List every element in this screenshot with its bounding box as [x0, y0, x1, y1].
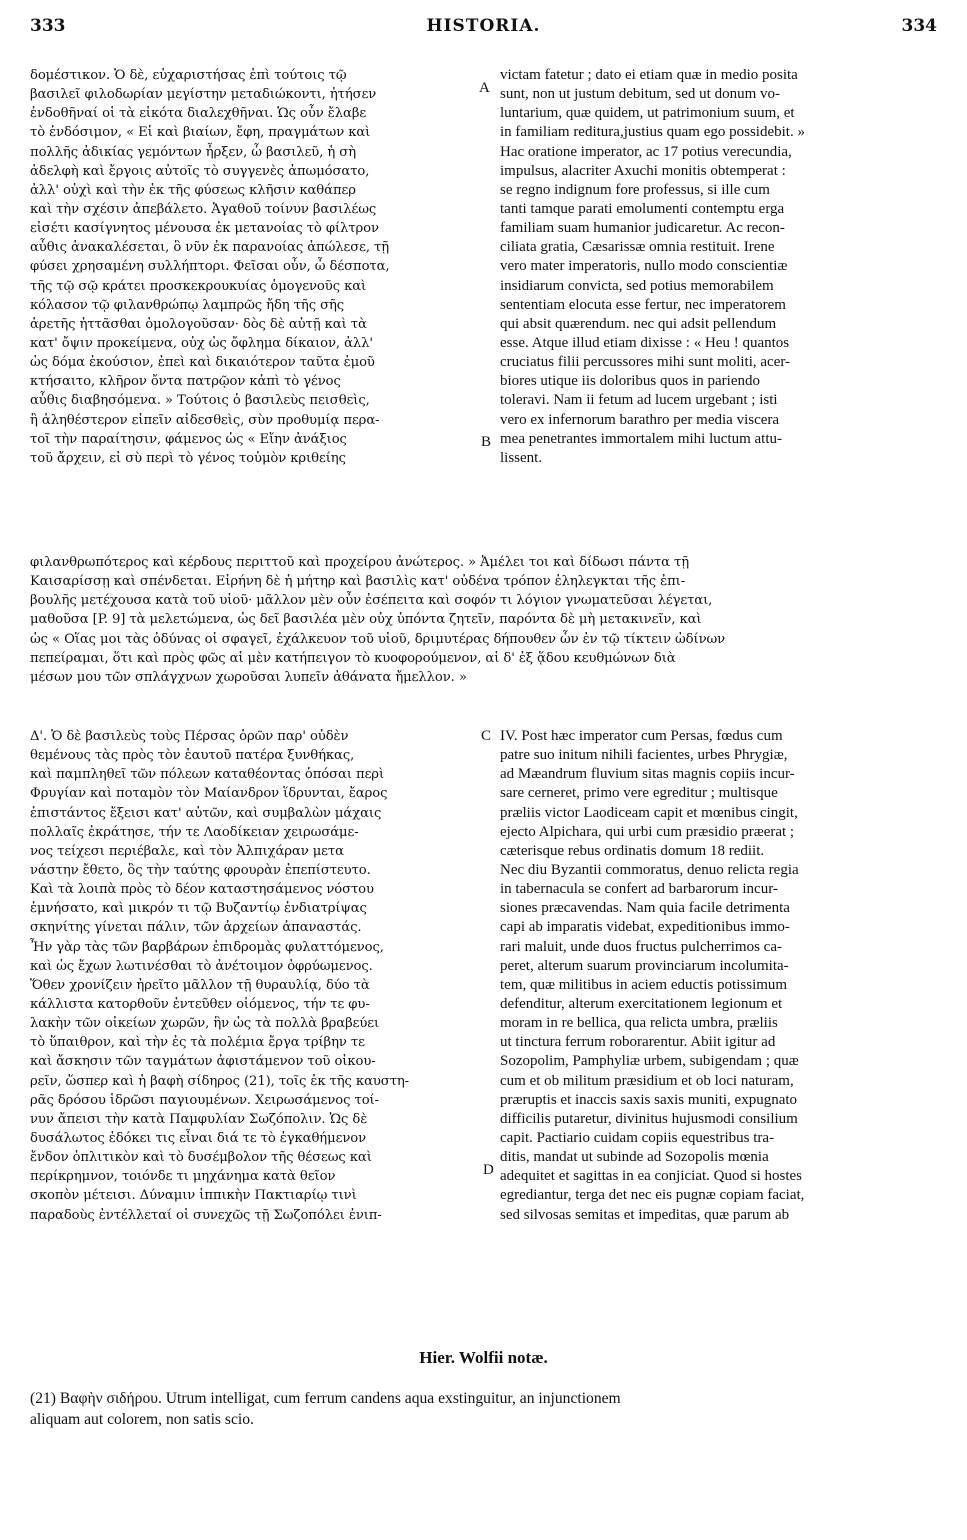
- text-line: καὶ τὴν σχέσιν ἀπεβάλετο. Ἀγαθοῦ τοίνυν βασιλέως: [30, 201, 377, 217]
- text-line: δομέστικον. Ὁ δὲ, εὐχαριστήσας ἐπὶ τούτοις τῷ: [30, 68, 347, 83]
- text-line: præliis victor Laodiceam capit et mœnibus cingit,: [500, 804, 798, 821]
- text-line: ciliata gratia, Cæsarissæ omnia restituit. Irene: [500, 239, 775, 256]
- text-line: κόλασον τῷ φιλανθρώπῳ λαμπρῶς ἤδη τῆς σῆς: [30, 297, 345, 313]
- text-line: Hac oratione imperator, ac 17 potius verecundia,: [500, 143, 792, 160]
- text-line: rari maluit, unde duos fructus pulcherrimos ca-: [500, 938, 782, 955]
- text-line: κτήσαιτο, κλῆρον ὄντα πατρῷον κἀπὶ τὸ γένος: [30, 374, 341, 390]
- text-line: in familiam reditura,justius quam ego possidebit. »: [500, 124, 805, 141]
- text-line: (21) Βαφὴν σιδήρου. Utrum intelligat, cum ferrum candens aqua exstinguitur, an injunctionem: [30, 1390, 621, 1407]
- text-line: moram in re bellica, qua relicta umbra, præliis: [500, 1015, 778, 1032]
- text-line: εἰσέτι κασίγνητος μένουσα ἐκ μετανοίας τὸ φίλτρον: [30, 221, 379, 237]
- section-marker-a: A: [479, 80, 490, 96]
- text-line: κάλλιστα κατορθοῦν ἐντεῦθεν οἰόμενος, τήν τε φυ-: [30, 996, 370, 1012]
- text-line: sare cerneret, primo vere egreditur ; multisque: [500, 785, 778, 802]
- text-line: νος τείχεσι περιέβαλε, καὶ τὸν Ἀλπιχάραν μετα: [30, 843, 344, 859]
- greek-column-lower: [30, 727, 477, 1225]
- text-line: luntarium, quæ quidem, ut patrimonium suum, et: [500, 105, 795, 122]
- text-line: impulsus, alacriter Axuchi monitis obtemperat :: [500, 162, 786, 179]
- text-line: βουλῆς μετέχουσα κατὰ τοῦ υἱοῦ· μᾶλλον μὲν οὖν ἐσέπειτα καὶ σοφόν τι λόγιον γνωματεῦσαι λέγεται,: [30, 593, 713, 609]
- text-line: περίκρημνον, τοιόνδε τι μηχάνημα κατὰ θεῖον: [30, 1169, 336, 1185]
- text-line: μαθοῦσα [P. 9] τὰ μελετώμενα, ὡς δεῖ βασιλέα μὲν οὐχ ὑπόντα ζητεῖν, παρόντα δὲ μὴ μετακινεῖν, καὶ: [30, 612, 702, 628]
- greek-column-upper: [30, 66, 474, 468]
- text-line: vero ex infernorum barathro per media viscera: [500, 411, 780, 428]
- text-line: πεπείραμαι, ὅτι καὶ πρὸς φῶς αἱ μὲν κατήπειγον τὸ κυοφορούμενον, αἱ δ' ἐξ ᾅδου κευθμώνων διὰ: [30, 650, 676, 666]
- text-line: ut tinctura ferrum roborarentur. Abiit igitur ad: [500, 1034, 776, 1051]
- text-line: IV. Post hæc imperator cum Persas, fœdus cum: [500, 728, 783, 744]
- text-line: τῆς τῷ σῷ κράτει προσκεκρουκυίας ὁμογενοῦς καὶ: [30, 278, 367, 294]
- text-line: Ὅθεν χρονίζειν ἠρεῖτο μᾶλλον τῇ θυραυλίᾳ, δύο τὰ: [30, 977, 370, 993]
- text-line: mea penetrantes immortalem mihi luctum attu-: [500, 430, 782, 447]
- text-line: patre suo initum nihili facientes, urbes Phrygiæ,: [500, 747, 788, 764]
- text-line: τὸ ἐνδόσιμον, « Εἰ καὶ βιαίων, ἔφη, πραγμάτων καὶ: [30, 125, 371, 141]
- text-line: φύσει χρησαμένη συλλήπτορι. Φεῖσαι οὖν, ὦ δέσποτα,: [30, 259, 390, 275]
- text-line: λακὴν τῶν οἰκείων χωρῶν, ἣν ὡς τὰ πολλὰ βραβεύει: [30, 1016, 380, 1032]
- text-line: σκοπὸν μέτεισι. Δύναμιν ἱππικὴν Πακτιαρίῳ τινὶ: [30, 1188, 357, 1204]
- text-line: sunt, non ut justum debitum, sed ut donum vo-: [500, 86, 780, 103]
- text-line: καὶ ἄσκησιν τῶν ταγμάτων ἀφιστάμενον τοῦ οἰκου-: [30, 1054, 376, 1070]
- text-line: ad Mæandrum fluvium sitas magnis copiis incur-: [500, 766, 795, 783]
- text-line: ρεῖν, ὥσπερ καὶ ἡ βαφὴ σίδηρος (21), τοῖς ἐκ τῆς καυστη-: [30, 1073, 410, 1089]
- page-header: [30, 10, 937, 40]
- text-line: toleravi. Nam ii fetum ad lucem urgebant ; isti: [500, 392, 778, 409]
- text-line: præruptis et inaccis saxis saxis muniti, expugnato: [500, 1091, 798, 1108]
- footnote: [30, 1388, 938, 1430]
- text-line: ἢ ἀληθέστερον εἰπεῖν αἰδεσθεὶς, σὺν προθυμίᾳ περα-: [30, 412, 380, 428]
- text-line: Φρυγίαν καὶ ποταμὸν τὸν Μαίανδρον ἵδρυνται, ἔαρος: [30, 786, 388, 802]
- text-line: Καισαρίσσῃ καὶ σπένδεται. Εἰρήνη δὲ ἡ μήτηρ καὶ βασιλὶς κατ' οὐδένα τρόπον ἐληλεγκται τῆς ἐπι-: [30, 574, 686, 590]
- latin-column-upper: [500, 66, 938, 468]
- text-line: αὖθις διαβησόμενα. » Τούτοις ὁ βασιλεὺς πεισθεὶς,: [30, 393, 370, 409]
- text-line: Sozopolim, Pamphyliæ urbem, subigendam ; quæ: [500, 1053, 799, 1070]
- text-line: ejecto Alpichara, qui urbi cum præsidio præerat ;: [500, 823, 795, 840]
- text-line: vero mater imperatoris, nullo modo conscientiæ: [500, 258, 788, 275]
- text-line: τοῖ τὴν παραίτησιν, φάμενος ὡς « Εἴην ἀνάξιος: [30, 431, 347, 447]
- text-line: ἔνδον ὁπλιτικὸν καὶ τὸ δυσέμβολον τῆς θέσεως καὶ: [30, 1150, 372, 1166]
- text-line: ἐμνήσατο, καὶ μικρόν τι τῷ Βυζαντίῳ ἐνδιατρίψας: [30, 901, 367, 917]
- text-line: in tabernacula se confert ad barbarorum incur-: [500, 881, 778, 898]
- text-line: esse. Atque illud etiam dixisse : « Heu ! quantos: [500, 334, 790, 351]
- running-title: HISTORIA.: [426, 16, 541, 36]
- text-line: sed silvosas semitas et impeditas, quæ parum ab: [500, 1206, 790, 1223]
- notes-heading: Hier. Wolfii notæ.: [419, 1348, 548, 1367]
- text-line: πολλῆς ἀδικίας γεμόντων ἦρξεν, ὦ βασιλεῦ, ἡ σὴ: [30, 144, 356, 160]
- text-line: egrediantur, terga det nec eis pugnæ copiam faciat,: [500, 1187, 805, 1204]
- latin-column-lower: [500, 727, 938, 1225]
- text-line: νάστην ἔθετο, ὃς τὴν ταύτης φρουρὰν ἐπεπίστευτο.: [30, 862, 371, 878]
- text-line: καὶ ὡς ἔχων λωτινέσθαι τὸ ἀνέτοιμον ὀφρύωμενος.: [30, 958, 373, 974]
- text-line: victam fatetur ; dato ei etiam quæ in medio posita: [500, 67, 798, 83]
- text-line: τοῦ ἄρχειν, εἰ σὺ περὶ τὸ γένος τοὐμὸν κριθείης: [30, 450, 346, 466]
- page-number-right: 334: [901, 16, 937, 36]
- text-line: sententiam elocuta esse fertur, nec imperatorem: [500, 296, 786, 313]
- text-line: familiam suam humanior judicaretur. Ac recon-: [500, 220, 785, 237]
- text-line: αὖθις ἀνακαλέσεται, ὃ νῦν ἐκ παρανοίας ἀπώλεσε, τῇ: [30, 240, 390, 256]
- text-line: δυσάλωτος ἐδόκει τις εἶναι διά τε τὸ ἐγκαθήμενον: [30, 1130, 366, 1146]
- greek-wide-passage: [30, 553, 938, 687]
- text-line: σκηνίτης γίνεται πάλιν, τῶν ἀρχείων ἀπαναστάς.: [30, 920, 362, 936]
- text-line: κατ' ὄψιν προκείμενα, οὐχ ὡς ὄφλημα δίκαιον, ἀλλ': [30, 335, 373, 351]
- text-line: cum et ob militum præsidium et ob loci naturam,: [500, 1072, 794, 1089]
- text-line: biores utique iis doloribus quos in pariendo: [500, 373, 760, 390]
- text-line: ἐνδοθῆναί οἱ τὰ εἰκότα διαλεχθῆναι. Ὡς οὖν ἔλαβε: [30, 106, 367, 122]
- text-line: νυν ἄπεισι τὴν κατὰ Παμφυλίαν Σωζόπολιν. Ὡς δὲ: [30, 1111, 368, 1127]
- text-line: βασιλεῖ φιλοδωρίαν μεγίστην μεταδιώκοντι, ἠτήσεν: [30, 87, 377, 103]
- text-line: παραδοὺς ἐντέλλεταί οἱ συνεχῶς τῇ Σωζοπόλει ἐνιπ-: [30, 1207, 382, 1223]
- text-line: tem, quæ militibus in aciem eductis potissimum: [500, 976, 788, 993]
- text-line: defenditur, alterum exercitationem legionum et: [500, 995, 783, 1012]
- text-line: θεμένους τὰς πρὸς τὸν ἑαυτοῦ πατέρα ξυνθήκας,: [30, 748, 355, 764]
- text-line: Δ'. Ὁ δὲ βασιλεὺς τοὺς Πέρσας ὁρῶν παρ' οὐδὲν: [30, 729, 349, 744]
- text-line: πολλαῖς ἐκράτησε, τήν τε Λαοδίκειαν χειρωσάμε-: [30, 824, 359, 840]
- text-line: qui absit quærendum. nec qui adsit pellendum: [500, 315, 777, 332]
- text-line: adequitet et sagittas in ea conjiciat. Quod si hostes: [500, 1168, 803, 1185]
- text-line: capit. Pactiario cuidam copiis equestribus tra-: [500, 1129, 775, 1146]
- text-line: ἀδελφὴ καὶ ἔργοις αὐτοῖς τὸ συγγενὲς ἀπωμόσατο,: [30, 163, 370, 179]
- text-line: τὸ ὕπαιθρον, καὶ τὴν ἐς τὰ πολέμια ἔργα τρίβην τε: [30, 1035, 365, 1051]
- text-line: cruciatus filii percussores mihi sunt moliti, acer-: [500, 354, 791, 371]
- text-line: insidiarum convicta, sed potius memorabilem: [500, 277, 774, 294]
- text-line: Καὶ τὰ λοιπὰ πρὸς τὸ δέον καταστησάμενος νόστου: [30, 882, 374, 898]
- text-line: siones præcavendas. Nam quia facile detrimenta: [500, 900, 790, 917]
- text-line: ρᾶς δρόσου ἱδρῶσι παγιουμένων. Χειρωσάμενος τοί-: [30, 1092, 379, 1108]
- text-line: ἀλλ' οὐχὶ καὶ τὴν ἐκ τῆς φύσεως κλῆσιν καθάπερ: [30, 182, 356, 198]
- text-line: aliquam aut colorem, non satis scio.: [30, 1411, 254, 1428]
- text-line: ὡς δόμα ἑκούσιον, ἐπεὶ καὶ δικαιότερον ταῦτα ἐμοῦ: [30, 355, 375, 371]
- text-line: cæterisque rebus ordinatis domum 18 rediit.: [500, 842, 765, 859]
- section-marker-d: D: [483, 1162, 494, 1178]
- text-line: lissent.: [500, 449, 543, 466]
- page-number-left: 333: [30, 16, 66, 36]
- text-line: ἐπιστάντος ἔξεισι κατ' αὐτῶν, καὶ συμβαλὼν μάχαις: [30, 805, 382, 821]
- text-line: se regno indignum fore professus, si ille cum: [500, 181, 770, 198]
- text-line: capi ab imparatis videbat, expeditionibus immo-: [500, 919, 790, 936]
- text-line: ἀρετῆς ἡττᾶσθαι ὁμολογοῦσαν· δὸς δὲ αὐτῇ καὶ τὰ: [30, 316, 367, 332]
- text-line: difficilis putaretur, divinitus hujusmodi consilium: [500, 1110, 798, 1127]
- section-marker-b: B: [481, 434, 492, 450]
- text-line: tanti tamque parati emolumenti contemptu erga: [500, 200, 785, 217]
- text-line: peret, alterum suarum provinciarum incolumita-: [500, 957, 789, 974]
- text-line: ditis, mandat ut subinde ad Sozopolis mœnia: [500, 1149, 769, 1166]
- text-line: Ἦν γὰρ τὰς τῶν βαρβάρων ἐπιδρομὰς φυλαττόμενος,: [30, 939, 384, 955]
- text-line: μέσων μου τῶν σπλάγχνων χωροῦσαι λυπεῖν ἀθάνατα ἤμελλον. »: [30, 669, 467, 685]
- text-line: καὶ παμπληθεῖ τῶν πόλεων καταθέοντας ὁπόσαι περὶ: [30, 767, 385, 783]
- text-line: φιλανθρωπότερος καὶ κέρδους περιττοῦ καὶ προχείρου ἀνώτερος. » Ἀμέλει τοι καὶ δίδωσι πάντα τῇ: [30, 555, 690, 570]
- section-marker-c: C: [481, 728, 492, 744]
- text-line: Nec diu Byzantii commoratus, denuo relicta regia: [500, 861, 799, 878]
- text-line: ὡς « Οἵας μοι τὰς ὀδύνας οἱ σφαγεῖ, ἐχάλκευον τοῦ υἱοῦ, δριμυτέρας δήπουθεν ὧν ἐν τῷ τίκτειν ὠδίνων: [30, 631, 726, 647]
